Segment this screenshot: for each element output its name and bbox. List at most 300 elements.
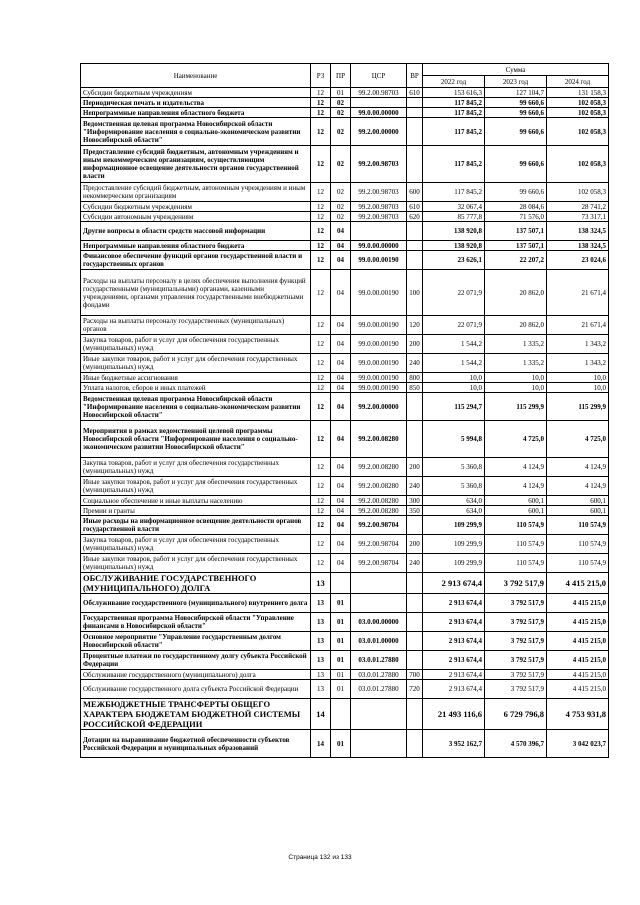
cell-sum-2022: 634,0 [423, 506, 485, 516]
cell-sum-2023: 3 792 517,9 [485, 651, 547, 670]
cell-rz: 12 [311, 516, 331, 535]
cell-sum-2024: 4 415 215,0 [547, 594, 609, 613]
table-row [81, 183, 609, 202]
cell-name: Иные закупки товаров, работ и услуг для обеспечения государственных (муниципальных) нужд [81, 354, 311, 373]
cell-pr: 04 [331, 535, 351, 554]
cell-rz: 12 [311, 506, 331, 516]
cell-csr: 99.0.00.00190 [351, 373, 407, 383]
table-row [81, 730, 609, 758]
table-row [81, 108, 609, 118]
cell-vr [407, 613, 423, 632]
cell-name: Другие вопросы в области средств массовой информации [81, 222, 311, 241]
cell-sum-2024: 4 124,9 [547, 458, 609, 477]
cell-pr: 04 [331, 554, 351, 573]
cell-sum-2023: 99 660,6 [485, 98, 547, 108]
cell-csr: 99.2.00.98704 [351, 516, 407, 535]
cell-rz: 12 [311, 477, 331, 496]
cell-sum-2024: 102 058,3 [547, 98, 609, 108]
cell-rz: 12 [311, 202, 331, 212]
cell-vr: 300 [407, 496, 423, 506]
page-number: Страница 132 из 133 [288, 854, 352, 861]
cell-pr: 02 [331, 183, 351, 202]
table-row [81, 335, 609, 354]
table-row [81, 594, 609, 613]
cell-sum-2024: 3 042 023,7 [547, 730, 609, 758]
cell-rz: 12 [311, 146, 331, 183]
cell-rz: 12 [311, 554, 331, 573]
cell-vr [407, 241, 423, 251]
cell-pr: 02 [331, 118, 351, 146]
cell-pr: 04 [331, 506, 351, 516]
table-row [81, 458, 609, 477]
cell-rz: 13 [311, 632, 331, 651]
cell-sum-2023: 4 570 396,7 [485, 730, 547, 758]
cell-pr: 04 [331, 516, 351, 535]
table-row [81, 393, 609, 421]
table-row [81, 373, 609, 383]
table-row [81, 354, 609, 373]
cell-sum-2022: 85 777,8 [423, 212, 485, 222]
table-row [81, 98, 609, 108]
cell-sum-2022: 1 544,2 [423, 335, 485, 354]
cell-sum-2024: 21 671,4 [547, 316, 609, 335]
table-row [81, 573, 609, 594]
cell-sum-2024: 102 058,3 [547, 118, 609, 146]
cell-pr: 04 [331, 477, 351, 496]
cell-name: Государственная программа Новосибирской области "Управление финансами в Новосибирской области" [81, 613, 311, 632]
cell-name: Закупка товаров, работ и услуг для обеспечения государственных (муниципальных) нужд [81, 458, 311, 477]
table-row [81, 421, 609, 458]
table-row [81, 506, 609, 516]
cell-rz: 12 [311, 421, 331, 458]
table-row [81, 118, 609, 146]
cell-vr: 720 [407, 680, 423, 699]
cell-csr: 03.0.01.27880 [351, 670, 407, 680]
cell-pr: 04 [331, 354, 351, 373]
cell-vr [407, 516, 423, 535]
cell-sum-2022: 2 913 674,4 [423, 680, 485, 699]
cell-sum-2022: 109 299,9 [423, 554, 485, 573]
cell-pr: 01 [331, 730, 351, 758]
cell-sum-2022: 153 616,3 [423, 88, 485, 98]
cell-rz: 12 [311, 251, 331, 270]
cell-sum-2023: 20 862,0 [485, 270, 547, 316]
cell-pr: 04 [331, 393, 351, 421]
cell-sum-2022: 5 994,8 [423, 421, 485, 458]
header-rz: РЗ [311, 64, 331, 88]
cell-sum-2023: 28 084,6 [485, 202, 547, 212]
cell-sum-2023: 600,1 [485, 506, 547, 516]
cell-csr [351, 98, 407, 108]
header-year-2023: 2023 год [485, 76, 547, 88]
cell-sum-2024: 4 415 215,0 [547, 632, 609, 651]
table-row [81, 632, 609, 651]
cell-vr [407, 251, 423, 270]
cell-sum-2023: 3 792 517,9 [485, 670, 547, 680]
cell-csr: 99.0.00.00000 [351, 241, 407, 251]
cell-sum-2024: 4 415 215,0 [547, 680, 609, 699]
table-row [81, 535, 609, 554]
header-pr: ПР [331, 64, 351, 88]
cell-sum-2022: 117 845,2 [423, 146, 485, 183]
cell-sum-2023: 137 507,1 [485, 241, 547, 251]
cell-sum-2024: 102 058,3 [547, 183, 609, 202]
cell-name: Уплата налогов, сборов и иных платежей [81, 383, 311, 393]
cell-name: Закупка товаров, работ и услуг для обеспечения государственных (муниципальных) нужд [81, 535, 311, 554]
cell-vr [407, 98, 423, 108]
cell-name: Иные закупки товаров, работ и услуг для обеспечения государственных (муниципальных) нужд [81, 554, 311, 573]
cell-pr: 02 [331, 146, 351, 183]
cell-vr [407, 632, 423, 651]
cell-name: Иные расходы на информационное освещение деятельности органов государственной власти [81, 516, 311, 535]
cell-vr: 240 [407, 554, 423, 573]
cell-rz: 12 [311, 222, 331, 241]
cell-pr: 04 [331, 335, 351, 354]
cell-sum-2022: 117 845,2 [423, 118, 485, 146]
cell-sum-2024: 4 415 215,0 [547, 670, 609, 680]
table-row [81, 316, 609, 335]
cell-sum-2022: 117 845,2 [423, 108, 485, 118]
cell-sum-2022: 5 360,8 [423, 477, 485, 496]
table-row [81, 680, 609, 699]
cell-sum-2022: 5 360,8 [423, 458, 485, 477]
cell-pr: 04 [331, 383, 351, 393]
cell-vr [407, 699, 423, 730]
cell-csr [351, 222, 407, 241]
table-row [81, 251, 609, 270]
cell-sum-2024: 115 299,9 [547, 393, 609, 421]
table-row [81, 88, 609, 98]
cell-vr [407, 594, 423, 613]
cell-sum-2024: 4 415 215,0 [547, 651, 609, 670]
cell-vr: 240 [407, 477, 423, 496]
cell-vr [407, 222, 423, 241]
cell-pr: 04 [331, 316, 351, 335]
cell-pr: 01 [331, 680, 351, 699]
cell-sum-2022: 2 913 674,4 [423, 613, 485, 632]
cell-csr: 99.0.00.00190 [351, 383, 407, 393]
cell-sum-2024: 1 343,2 [547, 335, 609, 354]
cell-sum-2024: 600,1 [547, 496, 609, 506]
cell-sum-2022: 32 067,4 [423, 202, 485, 212]
cell-vr: 700 [407, 670, 423, 680]
cell-name: Субсидии бюджетным учреждениям [81, 202, 311, 212]
cell-rz: 13 [311, 670, 331, 680]
cell-sum-2024: 4 753 931,8 [547, 699, 609, 730]
cell-rz: 12 [311, 335, 331, 354]
cell-csr: 99.2.00.98703 [351, 183, 407, 202]
cell-name: Расходы на выплаты персоналу государственных (муниципальных) органов [81, 316, 311, 335]
cell-pr: 04 [331, 222, 351, 241]
cell-sum-2022: 138 920,8 [423, 241, 485, 251]
cell-pr [331, 699, 351, 730]
cell-csr: 03.0.01.27880 [351, 680, 407, 699]
cell-csr: 99.2.00.98703 [351, 88, 407, 98]
cell-name: Дотации на выравнивание бюджетной обеспеченности субъектов Российской Федерации и муниципальных образований [81, 730, 311, 758]
cell-vr: 600 [407, 183, 423, 202]
cell-rz: 12 [311, 270, 331, 316]
table-row [81, 613, 609, 632]
cell-name: Иные закупки товаров, работ и услуг для обеспечения государственных (муниципальных) нужд [81, 477, 311, 496]
cell-sum-2024: 21 671,4 [547, 270, 609, 316]
cell-rz: 13 [311, 594, 331, 613]
cell-vr: 100 [407, 270, 423, 316]
cell-sum-2024: 4 725,0 [547, 421, 609, 458]
cell-rz: 12 [311, 393, 331, 421]
cell-name: Непрограммные направления областного бюджета [81, 108, 311, 118]
cell-csr: 99.2.00.98703 [351, 146, 407, 183]
cell-vr: 620 [407, 212, 423, 222]
cell-vr: 850 [407, 383, 423, 393]
cell-sum-2022: 2 913 674,4 [423, 632, 485, 651]
cell-rz: 13 [311, 651, 331, 670]
cell-sum-2023: 71 576,0 [485, 212, 547, 222]
cell-sum-2023: 3 792 517,9 [485, 680, 547, 699]
cell-rz: 12 [311, 383, 331, 393]
cell-csr: 99.2.00.00000 [351, 393, 407, 421]
cell-sum-2022: 21 493 116,6 [423, 699, 485, 730]
cell-csr [351, 594, 407, 613]
cell-sum-2022: 10,0 [423, 373, 485, 383]
cell-name: Предоставление субсидий бюджетным, автономным учреждениям и иным некоммерческим организациям, осуществляющим информационное освещение деятельности органов государственной власти [81, 146, 311, 183]
cell-name: Процентные платежи по государственному долгу субъекта Российской Федерации [81, 651, 311, 670]
cell-sum-2022: 138 920,8 [423, 222, 485, 241]
cell-sum-2023: 137 507,1 [485, 222, 547, 241]
budget-table-sheet [80, 63, 608, 758]
cell-rz: 12 [311, 118, 331, 146]
cell-sum-2024: 10,0 [547, 373, 609, 383]
table-row [81, 270, 609, 316]
header-vr: ВР [407, 64, 423, 88]
cell-sum-2024: 131 158,3 [547, 88, 609, 98]
table-row [81, 670, 609, 680]
header-sum: Сумма [423, 64, 609, 76]
table-row [81, 146, 609, 183]
cell-csr: 99.2.00.98704 [351, 535, 407, 554]
cell-vr: 240 [407, 354, 423, 373]
cell-sum-2023: 115 299,9 [485, 393, 547, 421]
cell-vr: 610 [407, 202, 423, 212]
cell-csr: 99.2.00.00000 [351, 118, 407, 146]
cell-name: Субсидии бюджетным учреждениям [81, 88, 311, 98]
cell-pr: 04 [331, 251, 351, 270]
table-row [81, 222, 609, 241]
budget-table [80, 63, 609, 758]
cell-sum-2022: 22 071,9 [423, 316, 485, 335]
cell-rz: 13 [311, 613, 331, 632]
cell-rz: 12 [311, 496, 331, 506]
table-row [81, 212, 609, 222]
table-row [81, 699, 609, 730]
cell-name: ОБСЛУЖИВАНИЕ ГОСУДАРСТВЕННОГО (МУНИЦИПАЛЬНОГО) ДОЛГА [81, 573, 311, 594]
cell-name: Предоставление субсидий бюджетным, автономным учреждениям и иным некоммерческим организациям [81, 183, 311, 202]
cell-sum-2024: 110 574,9 [547, 554, 609, 573]
cell-rz: 12 [311, 212, 331, 222]
cell-rz: 12 [311, 373, 331, 383]
cell-pr: 04 [331, 421, 351, 458]
cell-sum-2024: 4 124,9 [547, 477, 609, 496]
cell-sum-2023: 4 124,9 [485, 458, 547, 477]
cell-sum-2024: 23 024,6 [547, 251, 609, 270]
cell-csr: 99.0.00.00190 [351, 335, 407, 354]
cell-name: Основное мероприятие "Управление государственным долгом Новосибирской области" [81, 632, 311, 651]
cell-sum-2023: 10,0 [485, 383, 547, 393]
table-row [81, 477, 609, 496]
cell-sum-2023: 3 792 517,9 [485, 613, 547, 632]
cell-vr: 200 [407, 535, 423, 554]
cell-sum-2023: 1 335,2 [485, 354, 547, 373]
cell-vr: 610 [407, 88, 423, 98]
cell-vr [407, 573, 423, 594]
cell-name: Премии и гранты [81, 506, 311, 516]
cell-sum-2022: 1 544,2 [423, 354, 485, 373]
cell-sum-2022: 2 913 674,4 [423, 573, 485, 594]
cell-vr [407, 421, 423, 458]
cell-sum-2024: 102 058,3 [547, 108, 609, 118]
cell-sum-2024: 600,1 [547, 506, 609, 516]
cell-vr [407, 730, 423, 758]
cell-vr [407, 651, 423, 670]
cell-pr: 04 [331, 270, 351, 316]
table-row [81, 554, 609, 573]
cell-rz: 12 [311, 535, 331, 554]
cell-sum-2022: 109 299,9 [423, 516, 485, 535]
cell-sum-2023: 99 660,6 [485, 183, 547, 202]
cell-sum-2024: 73 317,1 [547, 212, 609, 222]
cell-rz: 14 [311, 730, 331, 758]
cell-name: Обслуживание государственного (муниципального) долга [81, 670, 311, 680]
cell-sum-2024: 110 574,9 [547, 516, 609, 535]
cell-name: Финансовое обеспечение функций органов государственной власти и государственных органов [81, 251, 311, 270]
cell-sum-2024: 138 324,5 [547, 241, 609, 251]
header-year-2022: 2022 год [423, 76, 485, 88]
cell-sum-2023: 99 660,6 [485, 146, 547, 183]
table-body [81, 88, 609, 758]
table-row [81, 202, 609, 212]
cell-sum-2023: 110 574,9 [485, 554, 547, 573]
cell-sum-2023: 10,0 [485, 373, 547, 383]
cell-pr: 04 [331, 458, 351, 477]
cell-sum-2023: 4 725,0 [485, 421, 547, 458]
cell-pr: 02 [331, 212, 351, 222]
cell-pr: 01 [331, 613, 351, 632]
cell-vr: 200 [407, 335, 423, 354]
cell-sum-2023: 127 104,7 [485, 88, 547, 98]
cell-sum-2023: 20 862,0 [485, 316, 547, 335]
cell-sum-2024: 4 415 215,0 [547, 573, 609, 594]
cell-name: Обслуживание государственного долга субъекта Российской Федерации [81, 680, 311, 699]
cell-csr: 99.2.00.08280 [351, 496, 407, 506]
cell-vr [407, 146, 423, 183]
cell-rz: 13 [311, 573, 331, 594]
cell-csr [351, 730, 407, 758]
cell-sum-2023: 3 792 517,9 [485, 632, 547, 651]
cell-name: Обслуживание государственного (муниципального) внутреннего долга [81, 594, 311, 613]
cell-sum-2023: 3 792 517,9 [485, 573, 547, 594]
cell-sum-2023: 110 574,9 [485, 535, 547, 554]
table-row [81, 241, 609, 251]
cell-csr: 99.2.00.08280 [351, 506, 407, 516]
cell-rz: 12 [311, 316, 331, 335]
cell-sum-2024: 102 058,3 [547, 146, 609, 183]
cell-name: Непрограммные направления областного бюджета [81, 241, 311, 251]
cell-pr: 04 [331, 496, 351, 506]
cell-rz: 12 [311, 458, 331, 477]
cell-sum-2022: 23 626,1 [423, 251, 485, 270]
cell-csr: 99.2.00.98703 [351, 212, 407, 222]
cell-csr: 99.2.00.08280 [351, 477, 407, 496]
cell-sum-2024: 110 574,9 [547, 535, 609, 554]
cell-sum-2022: 2 913 674,4 [423, 594, 485, 613]
header-name: Наименование [81, 64, 311, 88]
cell-sum-2024: 4 415 215,0 [547, 613, 609, 632]
cell-csr: 99.0.00.00190 [351, 270, 407, 316]
cell-rz: 12 [311, 183, 331, 202]
cell-vr [407, 108, 423, 118]
cell-pr: 01 [331, 632, 351, 651]
cell-csr: 99.0.00.00190 [351, 251, 407, 270]
cell-vr [407, 393, 423, 421]
cell-name: Мероприятия в рамках ведомственной целевой программы Новосибирской области "Информирование населения о социально-экономическом развитии Новосибирской области" [81, 421, 311, 458]
cell-name: Расходы на выплаты персоналу в целях обеспечения выполнения функций государственными (муниципальными) органами, казенными учреждениями, органами управления государственными внебюджетными фондами [81, 270, 311, 316]
cell-csr [351, 573, 407, 594]
cell-vr: 350 [407, 506, 423, 516]
cell-sum-2024: 138 324,5 [547, 222, 609, 241]
cell-pr: 01 [331, 651, 351, 670]
cell-pr: 02 [331, 108, 351, 118]
cell-sum-2022: 22 071,9 [423, 270, 485, 316]
cell-csr: 03.0.01.00000 [351, 632, 407, 651]
cell-csr: 99.2.00.98703 [351, 202, 407, 212]
cell-sum-2022: 109 299,9 [423, 535, 485, 554]
cell-pr: 01 [331, 88, 351, 98]
cell-csr [351, 699, 407, 730]
cell-sum-2022: 10,0 [423, 383, 485, 393]
cell-sum-2023: 110 574,9 [485, 516, 547, 535]
table-row [81, 651, 609, 670]
cell-sum-2023: 600,1 [485, 496, 547, 506]
table-header [81, 64, 609, 88]
cell-sum-2022: 3 952 162,7 [423, 730, 485, 758]
cell-rz: 12 [311, 88, 331, 98]
cell-pr: 04 [331, 241, 351, 251]
cell-sum-2022: 117 845,2 [423, 183, 485, 202]
cell-name: МЕЖБЮДЖЕТНЫЕ ТРАНСФЕРТЫ ОБЩЕГО ХАРАКТЕРА БЮДЖЕТАМ БЮДЖЕТНОЙ СИСТЕМЫ РОССИЙСКОЙ ФЕДЕРАЦИИ [81, 699, 311, 730]
cell-vr: 200 [407, 458, 423, 477]
cell-sum-2023: 1 335,2 [485, 335, 547, 354]
table-row [81, 383, 609, 393]
header-year-2024: 2024 год [547, 76, 609, 88]
cell-vr: 800 [407, 373, 423, 383]
cell-name: Ведомственная целевая программа Новосибирской области "Информирование населения о социально-экономическом развитии Новосибирской области" [81, 393, 311, 421]
cell-name: Закупка товаров, работ и услуг для обеспечения государственных (муниципальных) нужд [81, 335, 311, 354]
cell-csr: 99.0.00.00190 [351, 316, 407, 335]
cell-sum-2023: 99 660,6 [485, 118, 547, 146]
cell-pr: 04 [331, 373, 351, 383]
cell-sum-2022: 115 294,7 [423, 393, 485, 421]
cell-sum-2024: 28 741,2 [547, 202, 609, 212]
cell-pr [331, 573, 351, 594]
cell-csr: 99.0.00.00000 [351, 108, 407, 118]
cell-rz: 12 [311, 241, 331, 251]
cell-vr: 120 [407, 316, 423, 335]
cell-pr: 02 [331, 98, 351, 108]
cell-rz: 14 [311, 699, 331, 730]
cell-pr: 01 [331, 594, 351, 613]
cell-sum-2023: 4 124,9 [485, 477, 547, 496]
cell-name: Ведомственная целевая программа Новосибирской области "Информирование населения о социально-экономическом развитии Новосибирской области" [81, 118, 311, 146]
cell-sum-2024: 1 343,2 [547, 354, 609, 373]
